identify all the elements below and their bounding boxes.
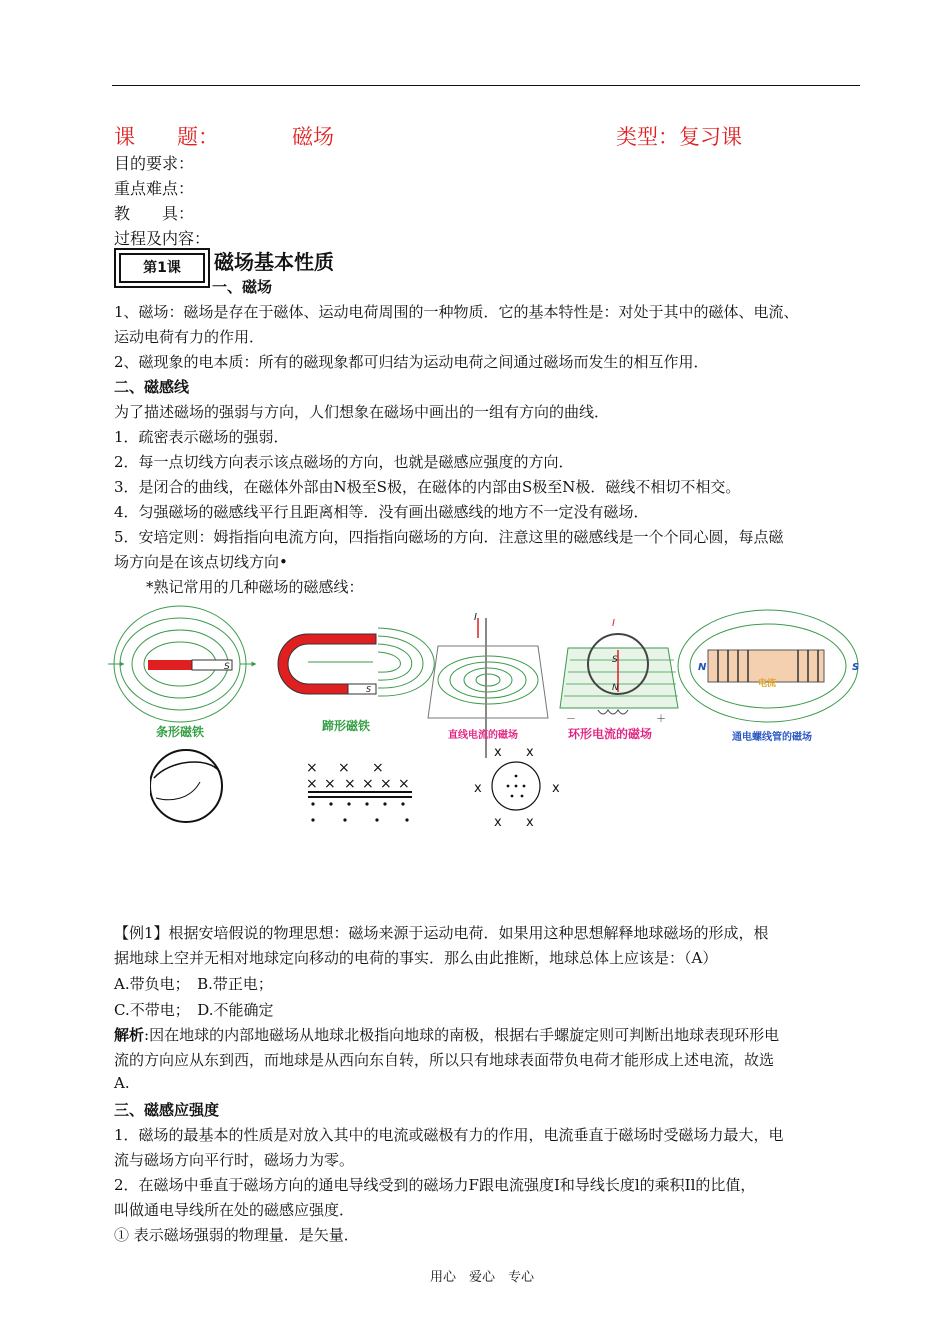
svg-text:S: S — [612, 655, 618, 665]
sec2-item3: 3．是闭合的曲线，在磁体外部由N极至S极，在磁体的内部由S极至N极．磁线不相切不相交。 — [114, 478, 741, 496]
sec1-p1b: 运动电荷有力的作用． — [114, 328, 265, 346]
example-options-2: C.不带电； D.不能确定 — [114, 1001, 274, 1019]
purpose-label: 目的要求： — [114, 154, 195, 173]
sec1-p2: 2、磁现象的电本质：所有的磁现象都可归结为运动电荷之间通过磁场而发生的相互作用． — [114, 353, 709, 371]
sec2-item5b: 场方向是在该点切线方向• — [114, 553, 288, 571]
straight-current-figure — [428, 612, 548, 758]
sec2-note: *熟记常用的几种磁场的磁感线： — [146, 578, 364, 596]
example-solution-c: A. — [114, 1074, 130, 1092]
horseshoe-label: 蹄形磁铁 — [322, 719, 371, 733]
example-solution-a — [114, 1024, 779, 1045]
solution-label: 解析 — [114, 1026, 145, 1044]
lesson-badge-text: 第1课 — [143, 260, 181, 276]
sec2-heading: 二、磁感线 — [114, 378, 190, 396]
parallel-wires-figure — [306, 760, 412, 822]
svg-text:×: × — [362, 776, 374, 792]
sec3-p1b: 流与磁场方向平行时，磁场力为零。 — [114, 1151, 355, 1169]
sec3-p2b: 叫做通电导线所在处的磁感应强度． — [114, 1201, 355, 1219]
svg-text:I: I — [474, 612, 477, 623]
solenoid-figure — [678, 610, 859, 743]
ring-current-figure — [560, 618, 678, 741]
example-question-b: 据地球上空并无相对地球定向移动的电荷的事实．那么由此推断，地球总体上应该是：（A） — [114, 949, 718, 967]
svg-text:S: S — [366, 685, 372, 694]
ring-current-label: 环形电流的磁场 — [568, 727, 653, 741]
svg-text:×: × — [338, 760, 350, 776]
symbol-figures — [150, 742, 570, 832]
horseshoe-figure — [278, 628, 434, 733]
bar-magnet-north — [148, 660, 192, 670]
lesson-type: 类型：复习课 — [616, 125, 742, 149]
sec3-p1a: 1．磁场的最基本的性质是对放入其中的电流或磁极有力的作用，电流垂直于磁场时受磁场力最大，电 — [114, 1126, 784, 1144]
svg-text:电流: 电流 — [758, 679, 777, 689]
svg-text:N: N — [612, 683, 619, 693]
keypoints-label: 重点难点： — [114, 179, 195, 198]
svg-text:x: x — [474, 781, 482, 796]
svg-text:×: × — [372, 760, 384, 776]
sec3-p3: ① 表示磁场强弱的物理量．是矢量． — [114, 1226, 359, 1244]
sec2-item5a: 5．安培定则：姆指指向电流方向，四指指向磁场的方向．注意这里的磁感线是一个个同心圆，每点磁 — [114, 528, 784, 546]
example-question-a: 【例1】根据安培假说的物理思想：磁场来源于运动电荷．如果用这种思想解释地球磁场的形成，根 — [114, 924, 769, 942]
svg-text:I: I — [612, 618, 615, 629]
tools-label: 教 具： — [114, 204, 195, 223]
svg-text:x: x — [526, 815, 534, 830]
svg-text:×: × — [306, 760, 318, 776]
header-rule — [112, 85, 860, 86]
topic-value: 磁场 — [292, 125, 334, 149]
solenoid-label: 通电螺线管的磁场 — [732, 732, 812, 743]
svg-text:S: S — [852, 662, 860, 673]
footer-text: 用心 爱心 专心 — [430, 1270, 535, 1285]
bar-magnet-label: 条形磁铁 — [156, 725, 205, 739]
sec1-p1a: 1、磁场：磁场是存在于磁体、运动电荷周围的一种物质．它的基本特性是：对处于其中的磁体、电流、 — [114, 303, 799, 321]
solution-text: :因在地球的内部地磁场从地球北极指向地球的南极，根据右手螺旋定则可判断出地球表现环形电 — [144, 1026, 780, 1044]
sphere-figure — [150, 750, 222, 822]
sec2-item2: 2．每一点切线方向表示该点磁场的方向，也就是磁感应强度的方向． — [114, 453, 574, 471]
bar-magnet-s-label: S — [224, 662, 230, 672]
sec2-intro: 为了描述磁场的强弱与方向，人们想象在磁场中画出的一组有方向的曲线． — [114, 403, 610, 421]
svg-text:N: N — [698, 662, 707, 673]
lesson-title: 磁场基本性质 — [214, 250, 334, 274]
example-solution-b: 流的方向应从东到西，而地球是从西向东自转，所以只有地球表面带负电荷才能形成上述电流，故选 — [114, 1051, 775, 1069]
svg-text:×: × — [344, 776, 356, 792]
svg-text:－: － — [566, 714, 576, 725]
svg-text:＋: ＋ — [656, 714, 666, 725]
process-label: 过程及内容： — [114, 229, 211, 248]
svg-text:x: x — [494, 815, 502, 830]
svg-text:×: × — [398, 776, 410, 792]
topic-label: 课 题： — [114, 125, 219, 149]
ring-wire-figure — [474, 745, 560, 830]
svg-text:×: × — [306, 776, 318, 792]
example-options-1: A.带负电； B.带正电； — [114, 975, 273, 993]
lesson-badge — [114, 248, 210, 288]
sec2-item1: 1．疏密表示磁场的强弱． — [114, 428, 289, 446]
svg-text:x: x — [494, 745, 502, 760]
sec2-item4: 4．匀强磁场的磁感线平行且距离相等．没有画出磁感线的地方不一定没有磁场． — [114, 503, 649, 521]
svg-text:×: × — [380, 776, 392, 792]
straight-current-label: 直线电流的磁场 — [448, 730, 518, 741]
svg-text:x: x — [526, 745, 534, 760]
svg-text:×: × — [324, 776, 336, 792]
sec1-heading: 一、磁场 — [212, 278, 273, 296]
svg-text:x: x — [552, 781, 560, 796]
sec3-heading: 三、磁感应强度 — [114, 1101, 220, 1119]
sec3-p2a: 2．在磁场中垂直于磁场方向的通电导线受到的磁场力F跟电流强度I和导线长度l的乘积Il的比值， — [114, 1176, 756, 1194]
